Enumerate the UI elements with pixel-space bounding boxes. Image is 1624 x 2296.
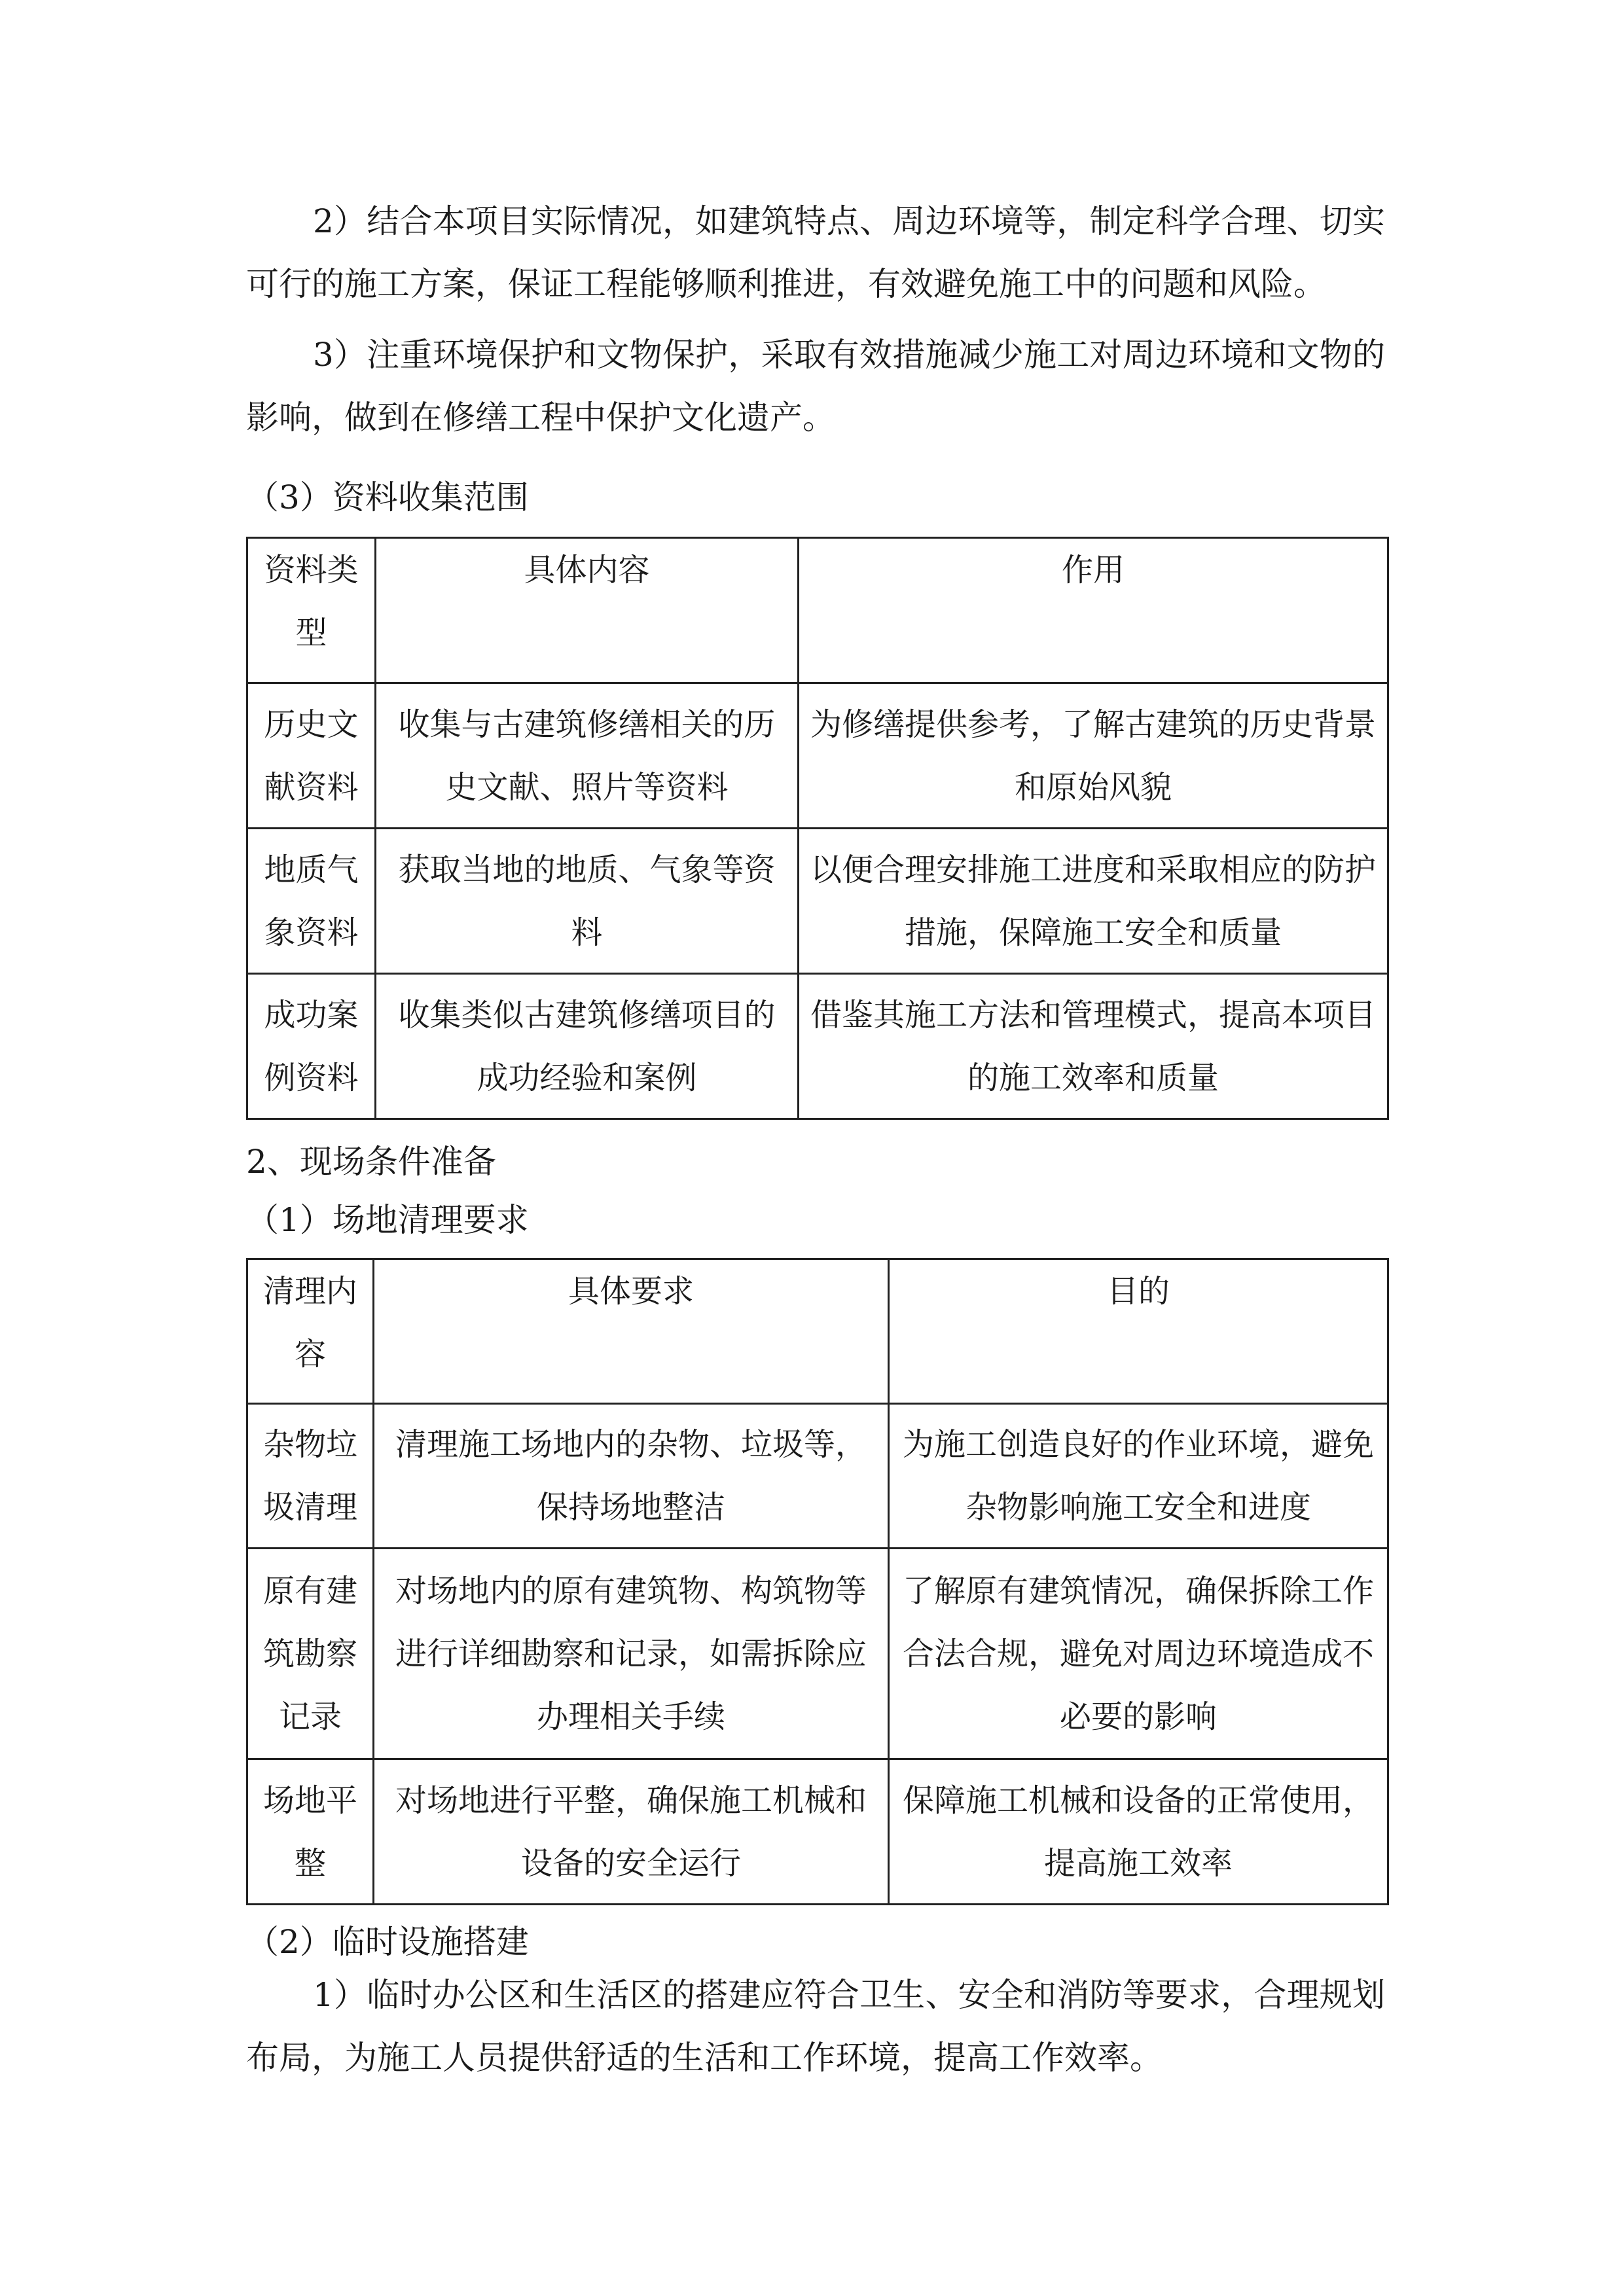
table-header-row	[247, 538, 1388, 683]
table-cell: 地质气象资料	[247, 829, 376, 974]
table-header-cell: 清理内容	[247, 1259, 374, 1404]
section-title-site-preparation: 2、现场条件准备	[246, 1143, 496, 1181]
table-cell: 场地平整	[247, 1759, 374, 1905]
table-cell: 保障施工机械和设备的正常使用，提高施工效率	[889, 1759, 1388, 1905]
table-cell: 对场地内的原有建筑物、构筑物等进行详细勘察和记录，如需拆除应办理相关手续	[374, 1549, 889, 1759]
paragraph-item-temp-office: 1）临时办公区和生活区的搭建应符合卫生、安全和消防等要求，合理规划布局，为施工人员提供舒适的生活和工作环境，提高工作效率。	[246, 1976, 1385, 2077]
table-header-cell: 目的	[889, 1259, 1388, 1404]
section-title-site-clearing: （1）场地清理要求	[246, 1201, 529, 1239]
table-row	[247, 1404, 1388, 1549]
table-cell: 对场地进行平整，确保施工机械和设备的安全运行	[374, 1759, 889, 1905]
table-header-cell: 具体内容	[376, 538, 799, 683]
paragraph-item-2: 2）结合本项目实际情况，如建筑特点、周边环境等，制定科学合理、切实可行的施工方案，保证工程能够顺利推进，有效避免施工中的问题和风险。	[246, 202, 1385, 303]
data-collection-table	[246, 537, 1389, 1120]
table-header-row	[247, 1259, 1388, 1404]
table-header-cell: 具体要求	[374, 1259, 889, 1404]
section-title-data-collection: （3）资料收集范围	[246, 478, 529, 516]
table-cell: 收集与古建筑修缮相关的历史文献、照片等资料	[376, 683, 799, 829]
table-cell: 借鉴其施工方法和管理模式，提高本项目的施工效率和质量	[799, 974, 1388, 1119]
site-clearing-table	[246, 1258, 1389, 1905]
table-cell: 以便合理安排施工进度和采取相应的防护措施，保障施工安全和质量	[799, 829, 1388, 974]
table-cell: 原有建筑勘察记录	[247, 1549, 374, 1759]
table-cell: 获取当地的地质、气象等资料	[376, 829, 799, 974]
paragraph-item-3: 3）注重环境保护和文物保护，采取有效措施减少施工对周边环境和文物的影响，做到在修缮工程中保护文化遗产。	[246, 336, 1385, 437]
table-cell: 为施工创造良好的作业环境，避免杂物影响施工安全和进度	[889, 1404, 1388, 1549]
table-cell: 历史文献资料	[247, 683, 376, 829]
table-header-cell: 作用	[799, 538, 1388, 683]
table-cell: 杂物垃圾清理	[247, 1404, 374, 1549]
table-cell: 清理施工场地内的杂物、垃圾等，保持场地整洁	[374, 1404, 889, 1549]
table-cell: 为修缮提供参考，了解古建筑的历史背景和原始风貌	[799, 683, 1388, 829]
table-row	[247, 974, 1388, 1119]
table-cell: 成功案例资料	[247, 974, 376, 1119]
table-row	[247, 1549, 1388, 1759]
table-row	[247, 683, 1388, 829]
table-cell: 收集类似古建筑修缮项目的成功经验和案例	[376, 974, 799, 1119]
table-cell: 了解原有建筑情况，确保拆除工作合法合规，避免对周边环境造成不必要的影响	[889, 1549, 1388, 1759]
table-header-cell: 资料类型	[247, 538, 376, 683]
table-row	[247, 1759, 1388, 1905]
table-row	[247, 829, 1388, 974]
section-title-temporary-facilities: （2）临时设施搭建	[246, 1923, 529, 1961]
